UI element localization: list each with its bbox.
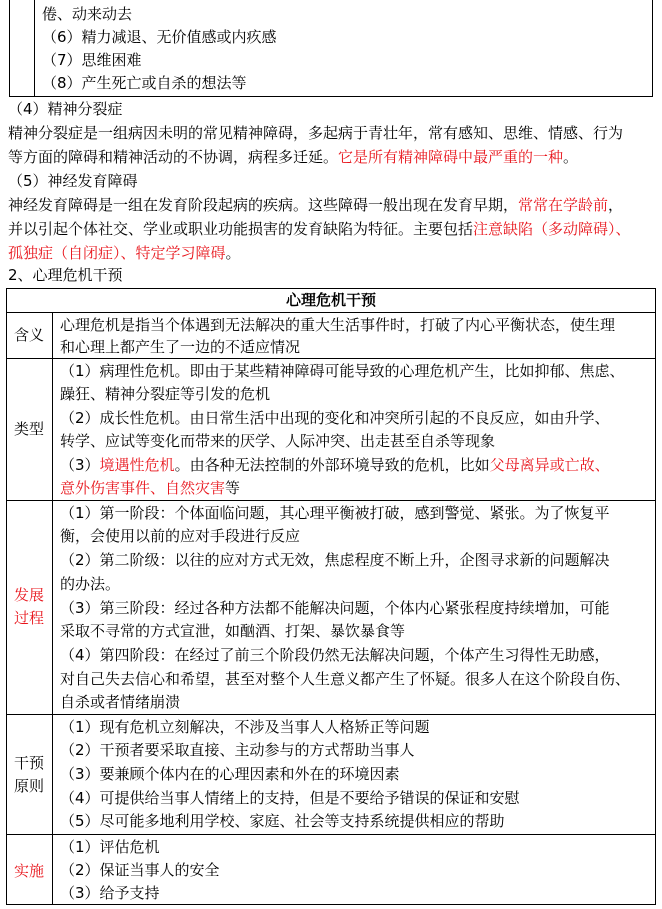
meaning-label: 含义 <box>13 326 44 344</box>
crisis-table-row-divider <box>6 312 656 313</box>
schizophrenia-text: 等方面的障碍和精神活动的不协调，病程多迁延。 <box>8 148 339 166</box>
types-line <box>60 477 240 499</box>
implementation-label: 实施 <box>13 862 44 880</box>
process-line: （3）第三阶段：经过各种方法都不能解决问题，个体内心紧张程度持续增加，可能 <box>60 599 610 617</box>
neurodev-highlight: 注意缺陷（多动障碍）、 <box>473 220 631 238</box>
process-line: （1）第一阶段：个体面临问题，其心理平衡被打破，感到警觉、紧张。为了恢复平 <box>60 504 610 522</box>
meaning-line: 心理危机是指当个体遇到无法解决的重大生活事件时，打破了内心平衡状态，使生理 <box>60 316 616 334</box>
principles-line: （1）现有危机立刻解决，不涉及当事人人格矫正等问题 <box>60 718 430 736</box>
schizophrenia-highlight: 它是所有精神障碍中最严重的一种 <box>338 148 564 166</box>
types-text: （3） <box>60 456 100 474</box>
principles-label: 原则 <box>13 777 44 795</box>
types-line <box>60 454 610 476</box>
crisis-table-column-divider <box>52 312 53 905</box>
top-table-row: （7）思维困难 <box>42 51 142 69</box>
neurodev-text: 神经发育障碍是一组在发育阶段起病的疾病。这些障碍一般出现在发育早期， <box>8 196 519 214</box>
neurodev-heading: （5）神经发育障碍 <box>8 172 138 190</box>
crisis-table-title: 心理危机干预 <box>285 291 376 309</box>
types-label: 类型 <box>13 420 44 438</box>
process-line: （2）第二阶级：以往的应对方式无效，焦虑程度不断上升，企图寻求新的问题解决 <box>60 551 610 569</box>
schizophrenia-line-2 <box>8 146 578 168</box>
types-text: 。由各种无法控制的外部环境导致的危机，比如 <box>174 456 490 474</box>
types-line: 躁狂、精神分裂症等引发的危机 <box>60 385 271 403</box>
crisis-table-row-divider <box>6 714 656 715</box>
process-line: 采取不寻常的方式宣泄，如酗酒、打架、暴饮暴食等 <box>60 622 406 640</box>
top-table-row: （8）产生死亡或自杀的想法等 <box>42 74 247 92</box>
neurodev-line-1 <box>8 194 623 216</box>
principles-line: （3）要兼顾个体内在的心理因素和外在的环境因素 <box>60 765 400 783</box>
crisis-table-row-divider <box>6 834 656 835</box>
process-label: 过程 <box>13 609 44 627</box>
top-table-left-border <box>9 0 10 97</box>
neurodev-line-2 <box>8 218 631 240</box>
schizophrenia-end: 。 <box>563 148 579 166</box>
section-heading: 2、心理危机干预 <box>8 266 123 284</box>
crisis-table-row-divider <box>6 358 656 359</box>
neurodev-line-3 <box>8 242 241 264</box>
types-text: 等 <box>225 479 241 497</box>
types-line: （2）成长性危机。由日常生活中出现的变化和冲突所引起的不良反应，如由升学、 <box>60 409 610 427</box>
schizophrenia-line-1: 精神分裂症是一组病因未明的常见精神障碍，多起病于青壮年，常有感知、思维、情感、行为 <box>8 124 624 142</box>
implementation-line: （3）给予支持 <box>60 884 160 902</box>
process-label: 发展 <box>13 586 44 604</box>
neurodev-end: 。 <box>225 244 241 262</box>
process-line: 的办法。 <box>60 575 121 593</box>
types-line: 转学、应试等变化而带来的厌学、人际冲突、出走甚至自杀等现象 <box>60 432 496 450</box>
schizophrenia-heading: （4）精神分裂症 <box>8 100 123 118</box>
types-highlight: 意外伤害事件、自然灾害 <box>60 479 226 497</box>
neurodev-comma: ， <box>608 196 624 214</box>
process-line: 自杀或者情绪崩溃 <box>60 693 181 711</box>
process-line: （4）第四阶段：在经过了前三个阶段仍然无法解决问题，个体产生习得性无助感， <box>60 646 610 664</box>
implementation-line: （1）评估危机 <box>60 838 160 856</box>
principles-line: （5）尽可能多地利用学校、家庭、社会等支持系统提供相应的帮助 <box>60 812 505 830</box>
types-line: （1）病理性危机。即由于某些精神障碍可能导致的心理危机产生，比如抑郁、焦虑、 <box>60 362 625 380</box>
crisis-table-row-divider <box>6 500 656 501</box>
top-table-row: （6）精力减退、无价值感或内疚感 <box>42 28 277 46</box>
process-line: 衡，会使用以前的应对手段进行反应 <box>60 527 301 545</box>
principles-line: （2）干预者要采取直接、主动参与的方式帮助当事人 <box>60 741 415 759</box>
meaning-line: 和心理上都产生了一边的不适应情况 <box>60 338 301 356</box>
implementation-line: （2）保证当事人的安全 <box>60 861 220 879</box>
top-table-right-border <box>652 0 653 97</box>
types-highlight: 境遇性危机 <box>99 456 175 474</box>
principles-line: （4）可提供给当事人情绪上的支持，但是不要给予错误的保证和安慰 <box>60 789 520 807</box>
top-table-divider <box>34 0 35 97</box>
neurodev-highlight: 孤独症（自闭症）、特定学习障碍 <box>8 244 226 262</box>
principles-label: 干预 <box>13 754 44 772</box>
neurodev-text: 并以引起个体社交、学业或职业功能损害的发育缺陷为特征。主要包括 <box>8 220 474 238</box>
top-table-bottom-border <box>9 96 653 97</box>
top-table-row: 倦、动来动去 <box>42 5 133 23</box>
neurodev-highlight: 常常在学龄前 <box>518 196 609 214</box>
process-line: 对自己失去信心和希望，甚至对整个人生意义都产生了怀疑。很多人在这个阶段自伤、 <box>60 670 631 688</box>
types-highlight: 父母离异或亡故、 <box>489 456 610 474</box>
